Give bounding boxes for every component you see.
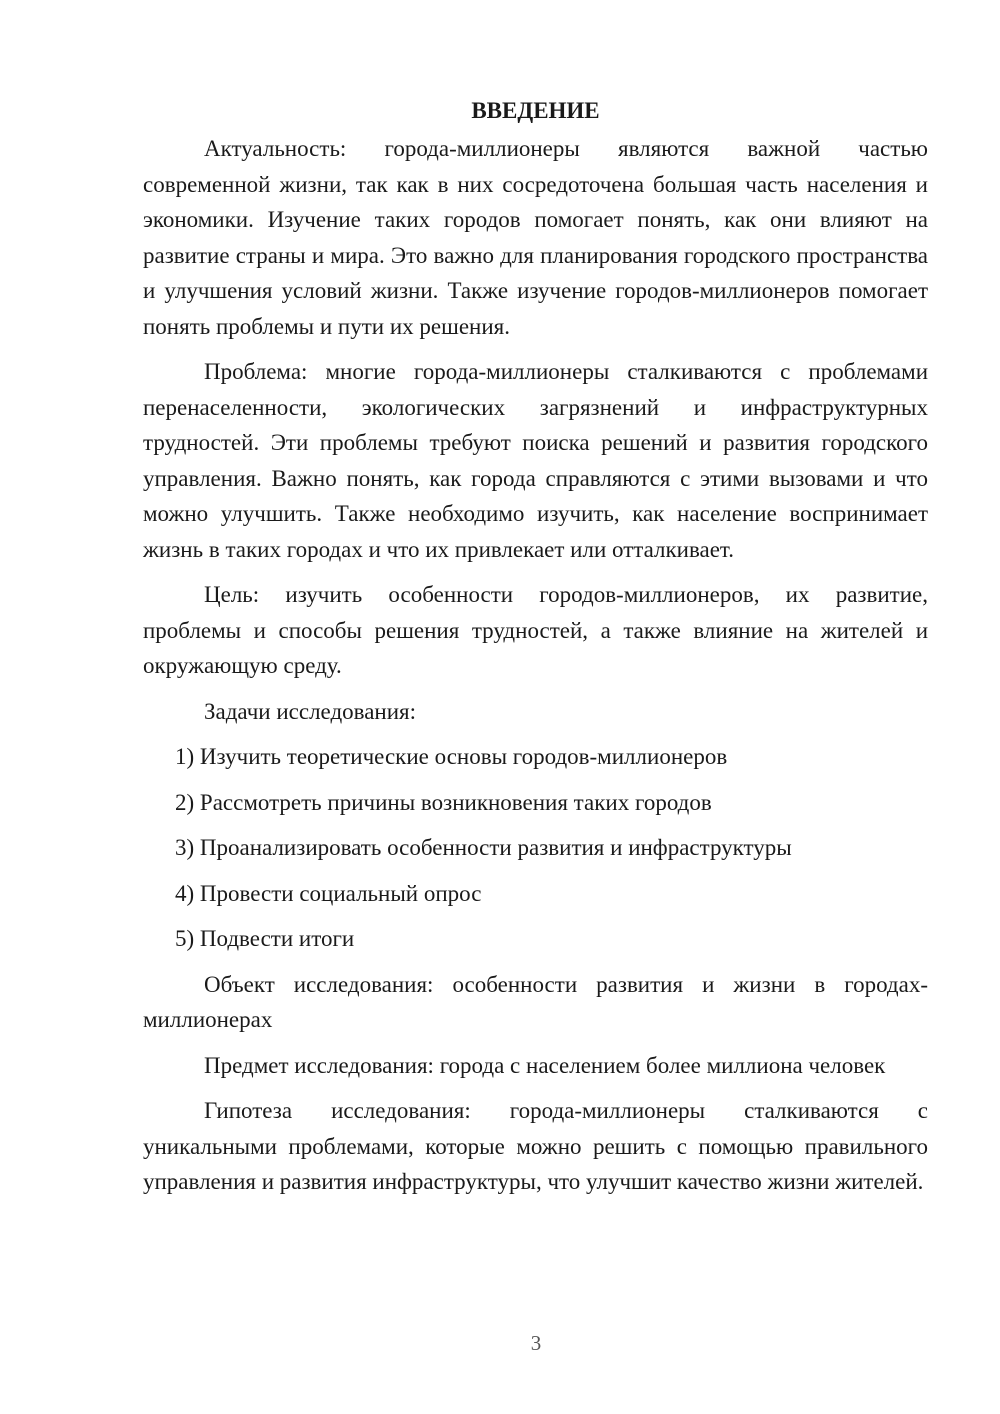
task-item-3: 3) Проанализировать особенности развития и инфраструктуры bbox=[175, 835, 792, 860]
task-item-1: 1) Изучить теоретические основы городов-миллионеров bbox=[175, 744, 728, 769]
paragraph-goal: Цель: изучить особенности городов-миллионеров, их развитие, проблемы и способы решения трудностей, а также влияние на жителей и окружающую среду. bbox=[143, 582, 928, 678]
task-item-2: 2) Рассмотреть причины возникновения таких городов bbox=[175, 789, 712, 815]
page-number: 3 bbox=[530, 1331, 542, 1355]
paragraph-hypothesis: Гипотеза исследования: города-миллионеры сталкиваются с уникальными проблемами, которые можно решить с помощью правильного управления и развития инфраструктуры, что улучшит качество жизни жителей. bbox=[143, 1098, 928, 1194]
paragraph-object: Объект исследования: особенности развития и жизни в городах-миллионерах bbox=[143, 971, 928, 1032]
paragraph-relevance: Актуальность: города-миллионеры являются важной частью современной жизни, так как в них сосредоточена большая часть населения и экономики. Изучение таких городов помогает понять, как они влияют на развитие страны и мира. Это важно для планирования городского пространства и улучшения условий жизни. Также изучение городов-миллионеров помогает понять проблемы и пути их решения. bbox=[143, 136, 928, 339]
task-item-4: 4) Провести социальный опрос bbox=[175, 880, 482, 906]
paragraph-problem: Проблема: многие города-миллионеры сталкиваются с проблемами перенаселенности, экологических загрязнений и инфраструктурных трудностей. Эти проблемы требуют поиска решений и развития городского управления. Важно понять, как города справляются с этими вызовами и что можно улучшить. Также необходимо изучить, как население воспринимает жизнь в таких городах и что их привлекает или отталкивает. bbox=[143, 359, 928, 562]
task-item-5: 5) Подвести итоги bbox=[175, 926, 355, 951]
task-list bbox=[143, 739, 928, 957]
tasks-heading: Задачи исследования: bbox=[204, 698, 417, 724]
paragraph-subject: Предмет исследования: города с населением более миллиона человек bbox=[204, 1052, 886, 1078]
section-title: ВВЕДЕНИЕ bbox=[471, 98, 600, 123]
page-content bbox=[143, 94, 928, 1210]
